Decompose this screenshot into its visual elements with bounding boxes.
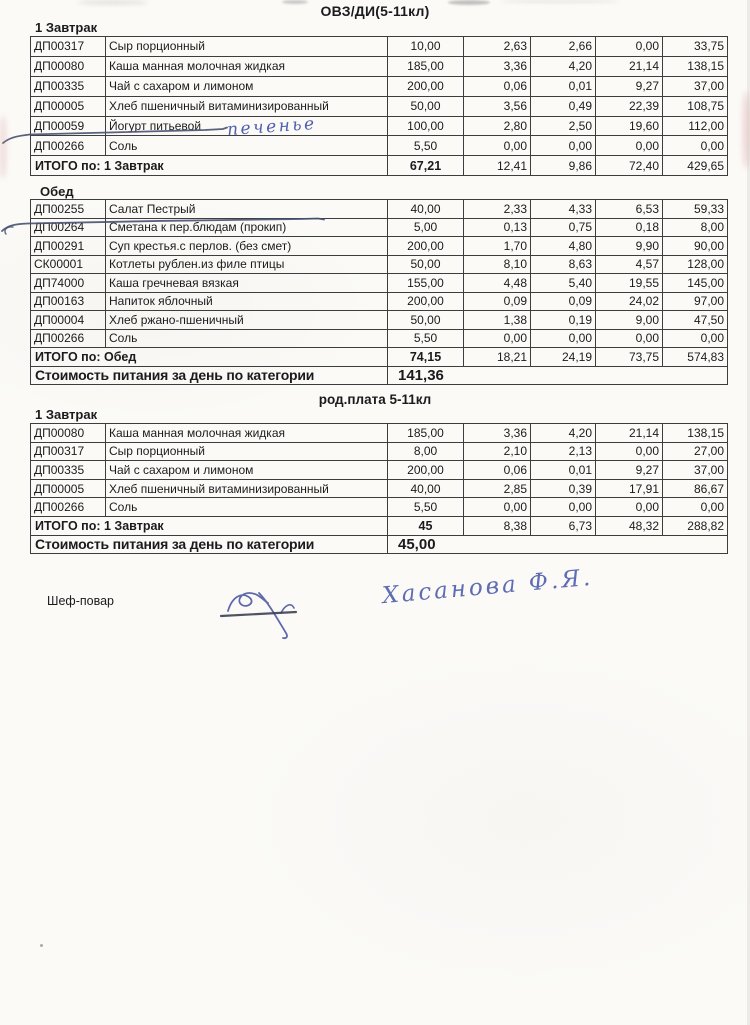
item-code: ДП00005 [31,96,106,116]
total-value: 18,21 [464,348,531,367]
item-value: 6,53 [596,200,663,219]
item-name: Чай с сахаром и лимоном [106,461,388,480]
item-name: Каша манная молочная жидкая [106,424,388,443]
item-value: 0,00 [464,498,531,517]
item-value: 21,14 [596,56,663,76]
table-row [31,218,728,237]
section-label-breakfast-2: 1 Завтрак [35,407,98,422]
item-value: 3,36 [464,56,531,76]
item-value: 4,33 [531,200,596,219]
table-row [31,116,728,136]
table-row [31,274,728,293]
total-label: ИТОГО по: Обед [31,348,388,367]
item-value: 8,10 [464,255,531,274]
item-value: 3,36 [464,424,531,443]
total-row-lunch [31,348,728,367]
item-value: 8,00 [663,218,728,237]
item-value: 0,00 [596,498,663,517]
item-value: 0,00 [531,498,596,517]
item-value: 19,55 [596,274,663,293]
item-value: 0,01 [531,76,596,96]
table-row [31,461,728,480]
item-qty: 200,00 [388,292,464,311]
breakfast-table-rodplata [30,423,728,554]
item-value: 2,50 [531,116,596,136]
breakfast-table-ovz [30,36,728,176]
item-name: Чай с сахаром и лимоном [106,76,388,96]
item-qty: 5,50 [388,498,464,517]
item-code: ДП00264 [31,218,106,237]
item-name: Хлеб пшеничный витаминизированный [106,96,388,116]
item-value: 0,09 [464,292,531,311]
item-value: 9,27 [596,76,663,96]
item-value: 2,80 [464,116,531,136]
item-value: 33,75 [663,37,728,57]
item-value: 9,90 [596,237,663,256]
signature-underline [221,612,296,616]
day-cost-row-rodplata [31,535,728,554]
item-qty: 50,00 [388,255,464,274]
item-value: 0,00 [464,136,531,156]
item-code: ДП74000 [31,274,106,293]
item-name: Сметана к пер.блюдам (прокип) [106,218,388,237]
item-qty: 40,00 [388,200,464,219]
item-value: 112,00 [663,116,728,136]
item-value: 37,00 [663,461,728,480]
item-code: ДП00291 [31,237,106,256]
total-value: 24,19 [531,348,596,367]
item-value: 0,00 [531,329,596,348]
item-value: 9,00 [596,311,663,330]
item-value: 0,13 [464,218,531,237]
item-qty: 50,00 [388,96,464,116]
total-value: 429,65 [663,156,728,176]
item-value: 0,00 [596,442,663,461]
table-row [31,56,728,76]
item-value: 97,00 [663,292,728,311]
table-row [31,200,728,219]
section-label-breakfast-1: 1 Завтрак [35,20,98,35]
table-row [31,329,728,348]
item-value: 138,15 [663,424,728,443]
item-value: 3,56 [464,96,531,116]
total-value: 9,86 [531,156,596,176]
signature-scribble [228,593,294,638]
item-value: 59,33 [663,200,728,219]
item-code: ДП00059 [31,116,106,136]
total-value: 6,73 [531,516,596,535]
table-row [31,498,728,517]
item-name: Напиток яблочный [106,292,388,311]
day-cost-value: 141,36 [388,366,728,385]
item-value: 1,70 [464,237,531,256]
item-name: Соль [106,498,388,517]
strikethrough-smetana-curl [5,227,13,234]
item-name: Соль [106,136,388,156]
item-value: 2,13 [531,442,596,461]
item-qty: 10,00 [388,37,464,57]
item-value: 108,75 [663,96,728,116]
item-value: 0,00 [531,136,596,156]
item-code: ДП00335 [31,76,106,96]
day-cost-label: Стоимость питания за день по категории [31,535,388,554]
item-value: 37,00 [663,76,728,96]
item-qty: 200,00 [388,237,464,256]
item-code: ДП00266 [31,136,106,156]
item-name: Йогурт питьевой [106,116,388,136]
item-code: ДП00080 [31,56,106,76]
item-qty: 100,00 [388,116,464,136]
item-code: ДП00255 [31,200,106,219]
item-value: 0,00 [663,136,728,156]
total-value: 48,32 [596,516,663,535]
total-value: 288,82 [663,516,728,535]
table-row [31,255,728,274]
item-value: 8,63 [531,255,596,274]
item-code: ДП00266 [31,498,106,517]
item-code: ДП00163 [31,292,106,311]
section-label-lunch: Обед [40,184,74,199]
item-value: 22,39 [596,96,663,116]
table-row [31,136,728,156]
item-name: Салат Пестрый [106,200,388,219]
item-value: 0,00 [596,37,663,57]
item-value: 24,02 [596,292,663,311]
item-qty: 200,00 [388,461,464,480]
total-label: ИТОГО по: 1 Завтрак [31,156,388,176]
document-title: ОВЗ/ДИ(5-11кл) [320,3,430,19]
item-value: 17,91 [596,479,663,498]
total-value: 574,83 [663,348,728,367]
item-name: Суп крестья.с перлов. (без смет) [106,237,388,256]
day-cost-row-ovz [31,366,728,385]
item-name: Каша гречневая вязкая [106,274,388,293]
table-row [31,311,728,330]
item-qty: 5,50 [388,136,464,156]
item-value: 0,06 [464,461,531,480]
scan-smudge [500,0,620,3]
item-value: 0,39 [531,479,596,498]
item-qty: 50,00 [388,311,464,330]
item-value: 128,00 [663,255,728,274]
item-code: ДП00005 [31,479,106,498]
item-code: ДП00004 [31,311,106,330]
handwritten-annotation: печенье [226,113,318,141]
total-row-breakfast-1 [31,156,728,176]
item-value: 2,10 [464,442,531,461]
scan-smudge [78,0,148,5]
item-value: 21,14 [596,424,663,443]
item-value: 9,27 [596,461,663,480]
total-qty: 45 [388,516,464,535]
total-value: 73,75 [596,348,663,367]
item-value: 0,75 [531,218,596,237]
item-value: 0,00 [596,136,663,156]
total-row-breakfast-2 [31,516,728,535]
item-value: 0,00 [464,329,531,348]
table-row [31,442,728,461]
item-qty: 185,00 [388,56,464,76]
item-name: Хлеб ржано-пшеничный [106,311,388,330]
item-value: 4,57 [596,255,663,274]
item-value: 0,00 [663,498,728,517]
document-title-2: род.плата 5-11кл [318,392,432,407]
table-row [31,237,728,256]
table-row [31,96,728,116]
total-qty: 74,15 [388,348,464,367]
item-code: ДП00266 [31,329,106,348]
item-value: 86,67 [663,479,728,498]
item-value: 4,20 [531,56,596,76]
table-row [31,424,728,443]
item-name: Хлеб пшеничный витаминизированный [106,479,388,498]
scan-smudge [0,116,6,178]
scan-speck [40,944,43,947]
item-name: Каша манная молочная жидкая [106,56,388,76]
item-name: Сыр порционный [106,442,388,461]
table-row [31,292,728,311]
item-value: 0,06 [464,76,531,96]
item-value: 90,00 [663,237,728,256]
day-cost-value: 45,00 [388,535,728,554]
item-value: 0,01 [531,461,596,480]
item-value: 0,00 [596,329,663,348]
item-qty: 8,00 [388,442,464,461]
total-value: 12,41 [464,156,531,176]
table-row [31,76,728,96]
item-code: СК00001 [31,255,106,274]
item-code: ДП00335 [31,461,106,480]
item-value: 19,60 [596,116,663,136]
item-value: 0,49 [531,96,596,116]
item-value: 0,18 [596,218,663,237]
table-row [31,479,728,498]
item-value: 0,00 [663,329,728,348]
item-code: ДП00317 [31,37,106,57]
handwritten-signature-name: Хасанова Ф.Я. [381,564,595,610]
day-cost-label: Стоимость питания за день по категории [31,366,388,385]
item-value: 0,09 [531,292,596,311]
item-value: 145,00 [663,274,728,293]
item-value: 4,48 [464,274,531,293]
item-value: 47,50 [663,311,728,330]
chef-label: Шеф-повар [47,594,114,608]
lunch-table-ovz [30,199,728,385]
item-value: 2,66 [531,37,596,57]
item-name: Сыр порционный [106,37,388,57]
item-value: 27,00 [663,442,728,461]
total-value: 72,40 [596,156,663,176]
total-qty: 67,21 [388,156,464,176]
table-row [31,37,728,57]
item-value: 5,40 [531,274,596,293]
item-qty: 40,00 [388,479,464,498]
item-qty: 185,00 [388,424,464,443]
item-value: 2,33 [464,200,531,219]
total-value: 8,38 [464,516,531,535]
item-value: 1,38 [464,311,531,330]
item-code: ДП00080 [31,424,106,443]
item-qty: 155,00 [388,274,464,293]
item-value: 138,15 [663,56,728,76]
item-qty: 5,50 [388,329,464,348]
item-value: 2,63 [464,37,531,57]
item-value: 0,19 [531,311,596,330]
item-name: Соль [106,329,388,348]
item-value: 2,85 [464,479,531,498]
item-qty: 5,00 [388,218,464,237]
total-label: ИТОГО по: 1 Завтрак [31,516,388,535]
item-value: 4,80 [531,237,596,256]
item-name: Котлеты рублен.из филе птицы [106,255,388,274]
item-qty: 200,00 [388,76,464,96]
item-code: ДП00317 [31,442,106,461]
item-value: 4,20 [531,424,596,443]
scan-smudge [282,0,308,4]
scan-smudge [448,0,490,5]
